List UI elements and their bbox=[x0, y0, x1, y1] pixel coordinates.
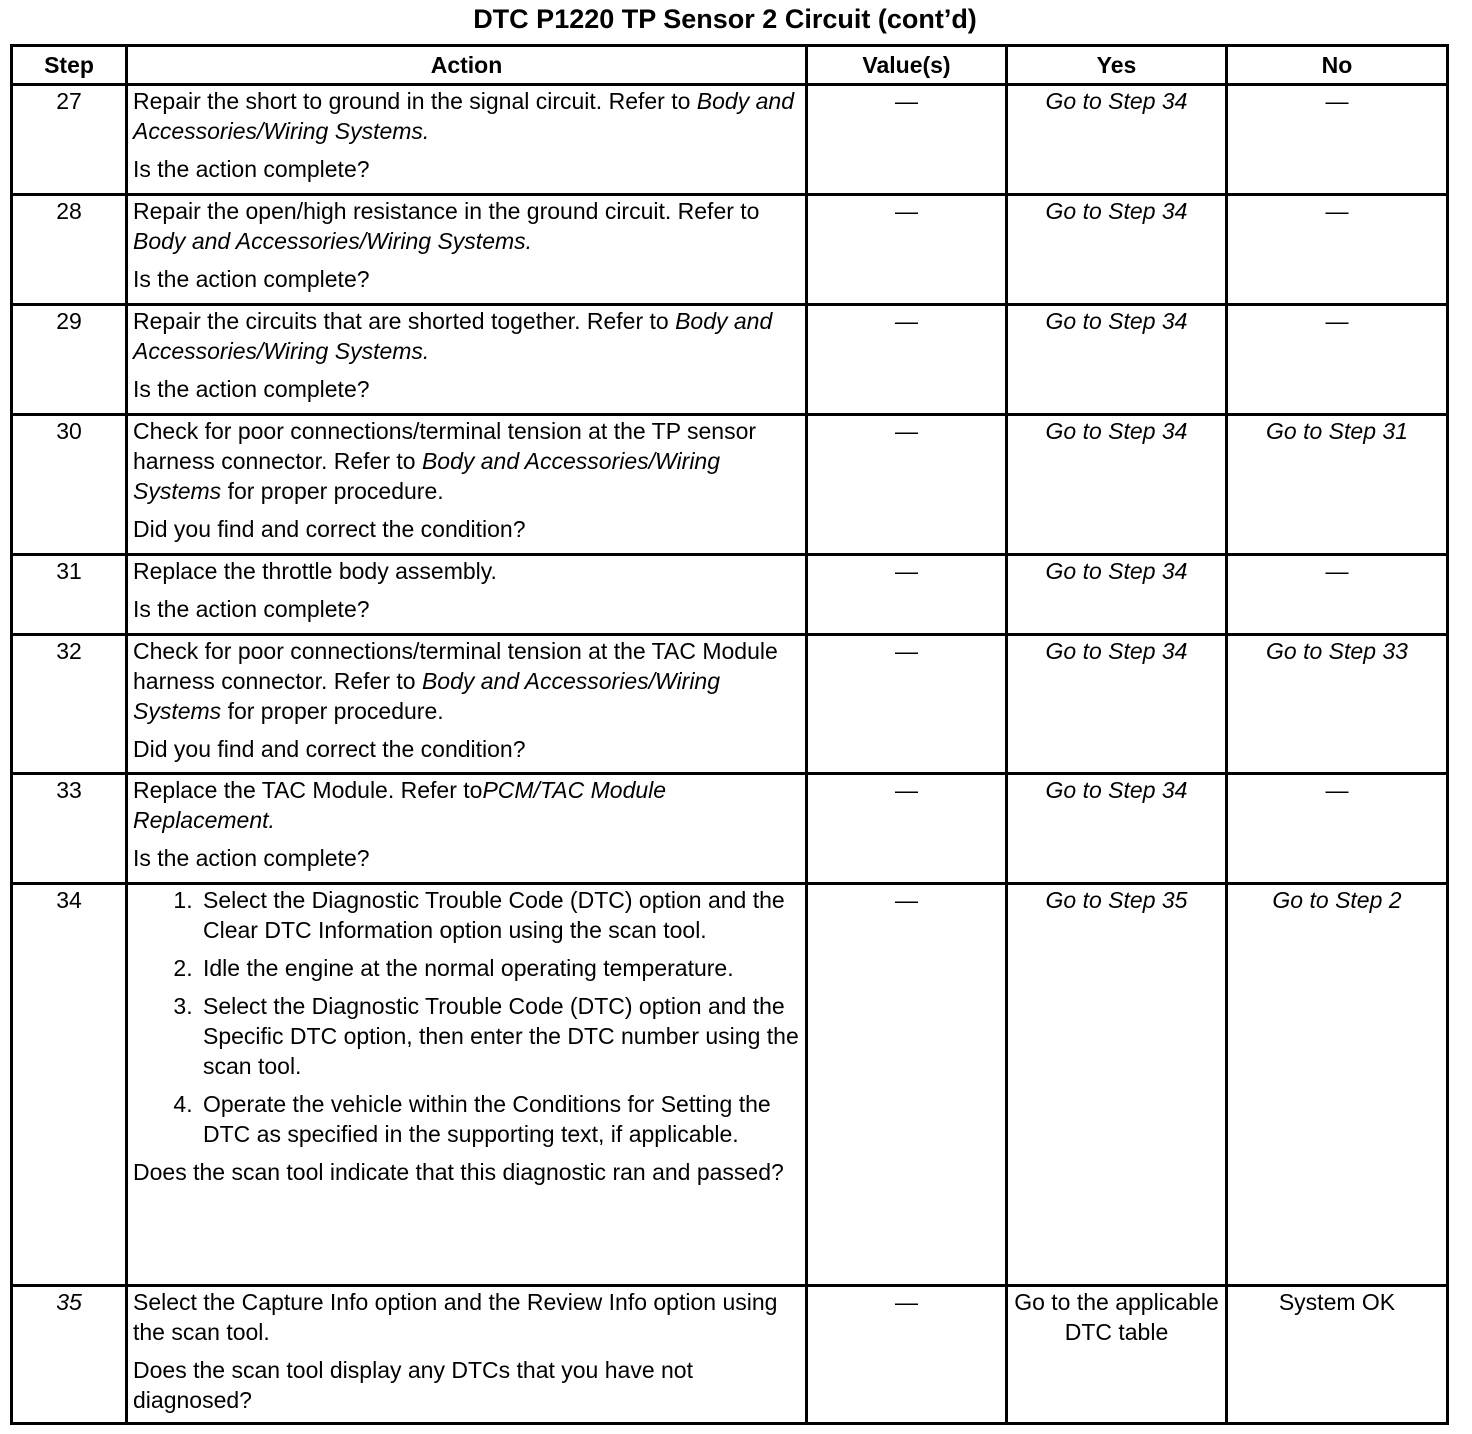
table-row-step-32 bbox=[12, 635, 1448, 774]
procedure-item: 4. Operate the vehicle within the Conditions for Setting the DTC as specified in the supporting text, if applicable. bbox=[199, 1089, 800, 1149]
action-question: Is the action complete? bbox=[133, 845, 370, 871]
action-cell bbox=[127, 884, 807, 1286]
dtc-table bbox=[10, 44, 1449, 1425]
procedure-item: 1. Select the Diagnostic Trouble Code (DTC) option and the Clear DTC Information option using the scan tool. bbox=[199, 885, 800, 945]
table-row-step-28 bbox=[12, 195, 1448, 305]
header-yes: Yes bbox=[1007, 46, 1227, 85]
no-cell: Go to Step 2 bbox=[1227, 884, 1448, 1286]
value-cell: — bbox=[807, 415, 1007, 555]
value-cell: — bbox=[807, 884, 1007, 1286]
action-reference: Body and Accessories/Wiring Systems. bbox=[133, 308, 773, 364]
header-row bbox=[12, 46, 1448, 85]
procedure-item: 2. Idle the engine at the normal operating temperature. bbox=[199, 953, 800, 983]
no-cell: Go to Step 33 bbox=[1227, 635, 1448, 774]
yes-cell: Go to Step 34 bbox=[1007, 774, 1227, 884]
action-text: Repair the circuits that are shorted together. Refer to bbox=[133, 308, 676, 334]
action-cell bbox=[127, 774, 807, 884]
step-number: 31 bbox=[12, 555, 127, 635]
yes-cell: Go to Step 35 bbox=[1007, 884, 1227, 1286]
value-cell: — bbox=[807, 195, 1007, 305]
action-reference: PCM/TAC Module Replacement. bbox=[133, 777, 667, 833]
no-cell: — bbox=[1227, 774, 1448, 884]
no-cell: — bbox=[1227, 555, 1448, 635]
action-text: Check for poor connections/terminal tension at the TAC Module harness connector. Refer to bbox=[133, 638, 778, 694]
yes-cell: Go to the applicable DTC table bbox=[1007, 1286, 1227, 1424]
header-step: Step bbox=[12, 46, 127, 85]
table-row-step-33 bbox=[12, 774, 1448, 884]
action-reference: Body and Accessories/Wiring Systems bbox=[133, 668, 721, 724]
table-row-step-27 bbox=[12, 85, 1448, 195]
yes-cell: Go to Step 34 bbox=[1007, 85, 1227, 195]
action-text: Repair the short to ground in the signal circuit. Refer to bbox=[133, 88, 697, 114]
procedure-item: 3. Select the Diagnostic Trouble Code (DTC) option and the Specific DTC option, then enter the DTC number using the scan tool. bbox=[199, 991, 800, 1081]
action-text-suffix: for proper procedure. bbox=[221, 478, 444, 504]
table-row-step-29 bbox=[12, 305, 1448, 415]
header-no: No bbox=[1227, 46, 1448, 85]
step-number: 27 bbox=[12, 85, 127, 195]
action-question: Did you find and correct the condition? bbox=[133, 736, 526, 762]
header-action: Action bbox=[127, 46, 807, 85]
action-question: Is the action complete? bbox=[133, 266, 370, 292]
page-title: DTC P1220 TP Sensor 2 Circuit (cont’d) bbox=[473, 4, 977, 34]
table-row-step-34 bbox=[12, 884, 1448, 1286]
action-reference: Body and Accessories/Wiring Systems bbox=[133, 448, 721, 504]
action-question: Is the action complete? bbox=[133, 596, 370, 622]
action-text: Repair the open/high resistance in the ground circuit. Refer to bbox=[133, 198, 760, 224]
action-text: Select the Capture Info option and the Review Info option using the scan tool. bbox=[133, 1289, 778, 1345]
action-question: Is the action complete? bbox=[133, 156, 370, 182]
action-question: Does the scan tool indicate that this diagnostic ran and passed? bbox=[133, 1159, 784, 1185]
action-cell bbox=[127, 1286, 807, 1424]
action-cell bbox=[127, 635, 807, 774]
value-cell: — bbox=[807, 635, 1007, 774]
action-cell bbox=[127, 85, 807, 195]
procedure-list bbox=[133, 885, 800, 1149]
yes-cell: Go to Step 34 bbox=[1007, 635, 1227, 774]
no-cell: System OK bbox=[1227, 1286, 1448, 1424]
step-number: 34 bbox=[12, 884, 127, 1286]
action-question: Does the scan tool display any DTCs that you have not diagnosed? bbox=[133, 1357, 693, 1413]
yes-cell: Go to Step 34 bbox=[1007, 555, 1227, 635]
step-number: 35 bbox=[12, 1286, 127, 1424]
action-question: Did you find and correct the condition? bbox=[133, 516, 526, 542]
no-cell: — bbox=[1227, 85, 1448, 195]
value-cell: — bbox=[807, 774, 1007, 884]
yes-cell: Go to Step 34 bbox=[1007, 305, 1227, 415]
table-row-step-35 bbox=[12, 1286, 1448, 1424]
value-cell: — bbox=[807, 555, 1007, 635]
action-text-suffix: for proper procedure. bbox=[221, 698, 444, 724]
action-cell bbox=[127, 195, 807, 305]
action-text: Check for poor connections/terminal tension at the TP sensor harness connector. Refer to bbox=[133, 418, 757, 474]
header-values: Value(s) bbox=[807, 46, 1007, 85]
action-reference: Body and Accessories/Wiring Systems. bbox=[133, 88, 794, 144]
action-text: Replace the TAC Module. Refer to bbox=[133, 777, 483, 803]
action-cell bbox=[127, 305, 807, 415]
step-number: 33 bbox=[12, 774, 127, 884]
value-cell: — bbox=[807, 85, 1007, 195]
value-cell: — bbox=[807, 1286, 1007, 1424]
action-question: Is the action complete? bbox=[133, 376, 370, 402]
table-row-step-30 bbox=[12, 415, 1448, 555]
step-number: 32 bbox=[12, 635, 127, 774]
action-reference: Body and Accessories/Wiring Systems. bbox=[133, 228, 533, 254]
table-row-step-31 bbox=[12, 555, 1448, 635]
no-cell: — bbox=[1227, 195, 1448, 305]
step-number: 28 bbox=[12, 195, 127, 305]
value-cell: — bbox=[807, 305, 1007, 415]
step-number: 30 bbox=[12, 415, 127, 555]
no-cell: — bbox=[1227, 305, 1448, 415]
yes-cell: Go to Step 34 bbox=[1007, 195, 1227, 305]
yes-cell: Go to Step 34 bbox=[1007, 415, 1227, 555]
step-number: 29 bbox=[12, 305, 127, 415]
action-cell bbox=[127, 555, 807, 635]
action-text: Replace the throttle body assembly. bbox=[133, 558, 497, 584]
action-cell bbox=[127, 415, 807, 555]
no-cell: Go to Step 31 bbox=[1227, 415, 1448, 555]
